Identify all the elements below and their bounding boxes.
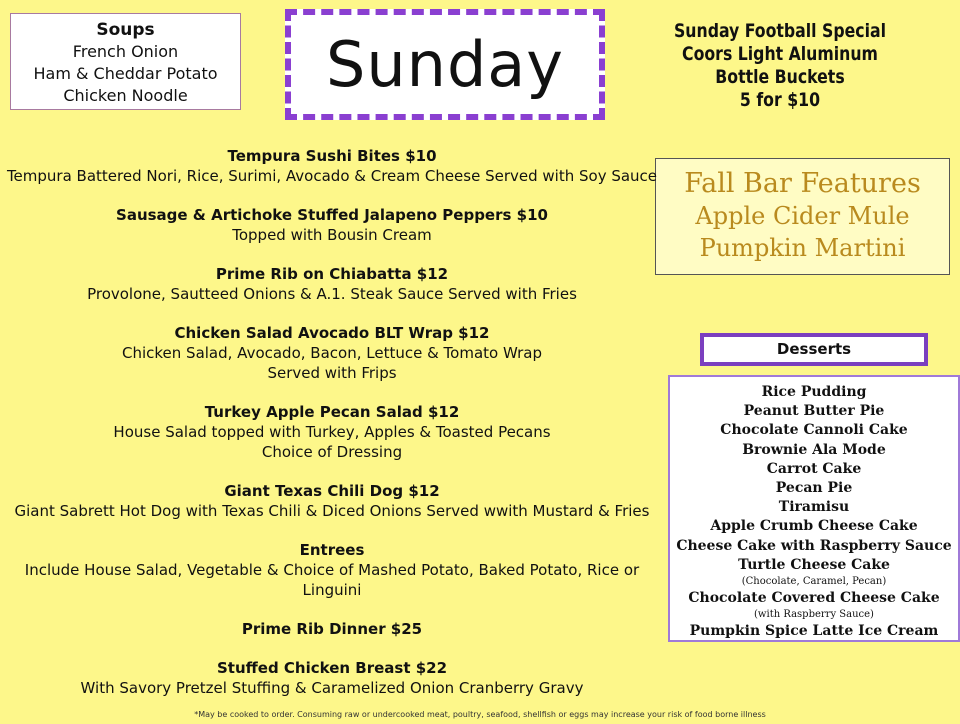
menu-item [0,481,664,521]
fall-bar-box [655,158,950,275]
menu-item-name: Giant Texas Chili Dog $12 [224,482,440,500]
menu-item-name: Entrees [299,541,365,559]
football-line: Sunday Football Special [673,20,887,42]
menu-item [0,146,664,186]
menu-item [0,264,664,304]
dessert-item: Carrot Cake [766,460,862,477]
menu-item-name: Tempura Sushi Bites $10 [227,147,437,165]
menu-item-name: Prime Rib on Chiabatta $12 [215,265,449,283]
dessert-item: Peanut Butter Pie [743,403,885,420]
menu-item-description: Served with Frips [267,364,397,382]
page-title: Sunday [326,28,564,101]
soups-box [10,13,241,110]
dessert-note: (with Raspberry Sauce) [754,609,874,621]
soup-item: French Onion [72,42,179,61]
menu-item-name: Chicken Salad Avocado BLT Wrap $12 [174,324,490,342]
fall-bar-item: Apple Cider Mule [695,202,910,230]
dessert-item: Apple Crumb Cheese Cake [710,518,918,535]
football-line: Coors Light Aluminum [682,43,878,65]
dessert-note: (Chocolate, Caramel, Pecan) [741,576,887,588]
menu-item-name: Turkey Apple Pecan Salad $12 [204,403,460,421]
menu-item-description: House Salad topped with Turkey, Apples & Toasted Pecans [113,423,551,441]
disclaimer: *May be cooked to order. Consuming raw or undercooked meat, poultry, seafood, shellfish or eggs may increase your risk of food borne illness [194,710,766,719]
menu-item-description: Provolone, Sautteed Onions & A.1. Steak Sauce Served with Fries [87,285,577,303]
soup-item: Ham & Cheddar Potato [33,64,218,83]
dessert-item: Pumpkin Spice Latte Ice Cream [689,623,939,640]
menu-item-name: Sausage & Artichoke Stuffed Jalapeno Peppers $10 [116,206,548,224]
menu-item [0,205,664,245]
desserts-heading-box [700,333,928,366]
menu-item [0,402,664,462]
football-line: 5 for $10 [739,89,821,111]
menu-item-description: With Savory Pretzel Stuffing & Caramelized Onion Cranberry Gravy [80,679,584,697]
menu-item [0,619,664,639]
menu-item-name: Prime Rib Dinner $25 [241,620,423,638]
dessert-item: Chocolate Covered Cheese Cake [688,590,940,607]
menu-item [0,658,664,698]
menu-item-description: Topped with Bousin Cream [232,226,432,244]
desserts-heading: Desserts [776,340,852,358]
fall-bar-heading: Fall Bar Features [684,168,921,199]
fall-bar-item: Pumpkin Martini [699,234,906,262]
menu-item-description: Giant Sabrett Hot Dog with Texas Chili & Diced Onions Served wwith Mustard & Fries [14,502,650,520]
soups-heading: Soups [96,20,155,40]
menu-list [0,146,664,717]
menu-item-name: Stuffed Chicken Breast $22 [216,659,448,677]
menu-item-description: Chicken Salad, Avocado, Bacon, Lettuce & Tomato Wrap [122,344,542,362]
desserts-list [668,375,960,642]
dessert-item: Pecan Pie [775,480,853,497]
dessert-item: Cheese Cake with Raspberry Sauce [676,537,952,554]
dessert-item: Chocolate Cannoli Cake [720,422,908,439]
football-line: Bottle Buckets [715,66,845,88]
dessert-item: Turtle Cheese Cake [738,556,890,573]
menu-item [0,540,664,600]
dessert-item: Tiramisu [778,499,850,516]
menu-item [0,323,664,383]
football-special [651,20,909,112]
menu-item-description: Include House Salad, Vegetable & Choice of Mashed Potato, Baked Potato, Rice or Linguini [24,561,640,599]
title-box [285,9,605,120]
dessert-item: Rice Pudding [761,384,867,400]
soup-item: Chicken Noodle [63,86,188,105]
menu-item-description: Tempura Battered Nori, Rice, Surimi, Avocado & Cream Cheese Served with Soy Sauce [6,167,658,185]
dessert-item: Brownie Ala Mode [742,441,886,458]
menu-item-description: Choice of Dressing [261,443,403,461]
